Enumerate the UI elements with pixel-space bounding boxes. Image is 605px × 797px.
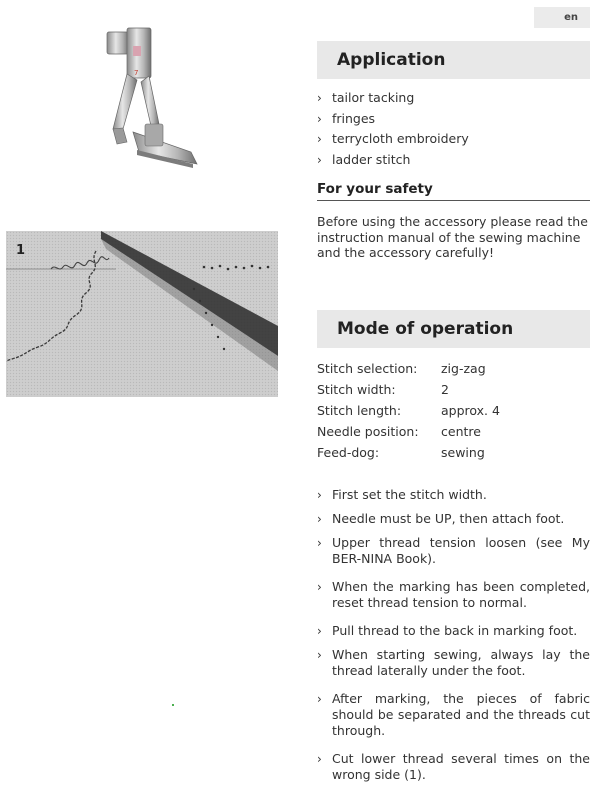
list-item: › Cut lower thread several times on the wrong side (1). — [317, 751, 590, 782]
list-item: › terrycloth embroidery — [317, 131, 469, 146]
bullet-icon: › — [317, 692, 322, 706]
figure-label: 1 — [16, 243, 26, 258]
language-tab: en — [534, 7, 590, 28]
list-item: › When starting sewing, always lay the thread laterally under the foot. — [317, 647, 590, 678]
table-row: Stitch length: approx. 4 — [317, 403, 500, 418]
list-item: › Upper thread tension loosen (see My BER-NINA Book). — [317, 535, 590, 566]
application-heading: Application — [317, 41, 590, 79]
bullet-icon: › — [317, 152, 322, 167]
bullet-icon: › — [317, 488, 322, 502]
mode-heading: Mode of operation — [317, 310, 590, 348]
bullet-icon: › — [317, 648, 322, 662]
list-item: › ladder stitch — [317, 151, 411, 167]
bullet-icon: › — [317, 752, 322, 766]
table-row: Stitch selection: zig-zag — [317, 361, 486, 376]
bullet-icon: › — [317, 91, 322, 105]
settings-table — [317, 361, 590, 466]
table-row: Stitch width: 2 — [317, 382, 449, 397]
list-item: › tailor tacking — [317, 90, 415, 105]
list-item: › fringes — [317, 110, 376, 126]
list-item: › When the marking has been completed, reset thread tension to normal. — [317, 579, 590, 610]
safety-heading: For your safety — [317, 181, 590, 201]
list-item: › After marking, the pieces of fabric should be separated and the threads cut through. — [317, 691, 590, 738]
foot-number: 7 — [134, 69, 139, 77]
table-row: Needle position: centre — [317, 424, 481, 439]
table-row: Feed-dog: sewing — [317, 445, 485, 460]
safety-text: Before using the accessory please read the instruction manual of the sewing machine and the accessory carefully! — [317, 214, 588, 260]
application-list — [317, 90, 590, 172]
list-item: › Needle must be UP, then attach foot. — [317, 511, 565, 526]
bullet-icon: › — [317, 512, 322, 526]
stitch-sample-photo — [6, 231, 278, 397]
list-item: › First set the stitch width. — [317, 487, 487, 502]
bullet-icon: › — [317, 111, 322, 126]
presser-foot-illustration — [93, 24, 203, 179]
bullet-icon: › — [317, 536, 322, 550]
bullet-icon: › — [317, 580, 322, 594]
operation-steps — [317, 487, 590, 791]
bullet-icon: › — [317, 132, 322, 146]
list-item: › Pull thread to the back in marking foot. — [317, 623, 578, 638]
bullet-icon: › — [317, 624, 322, 638]
stray-mark — [172, 704, 174, 706]
